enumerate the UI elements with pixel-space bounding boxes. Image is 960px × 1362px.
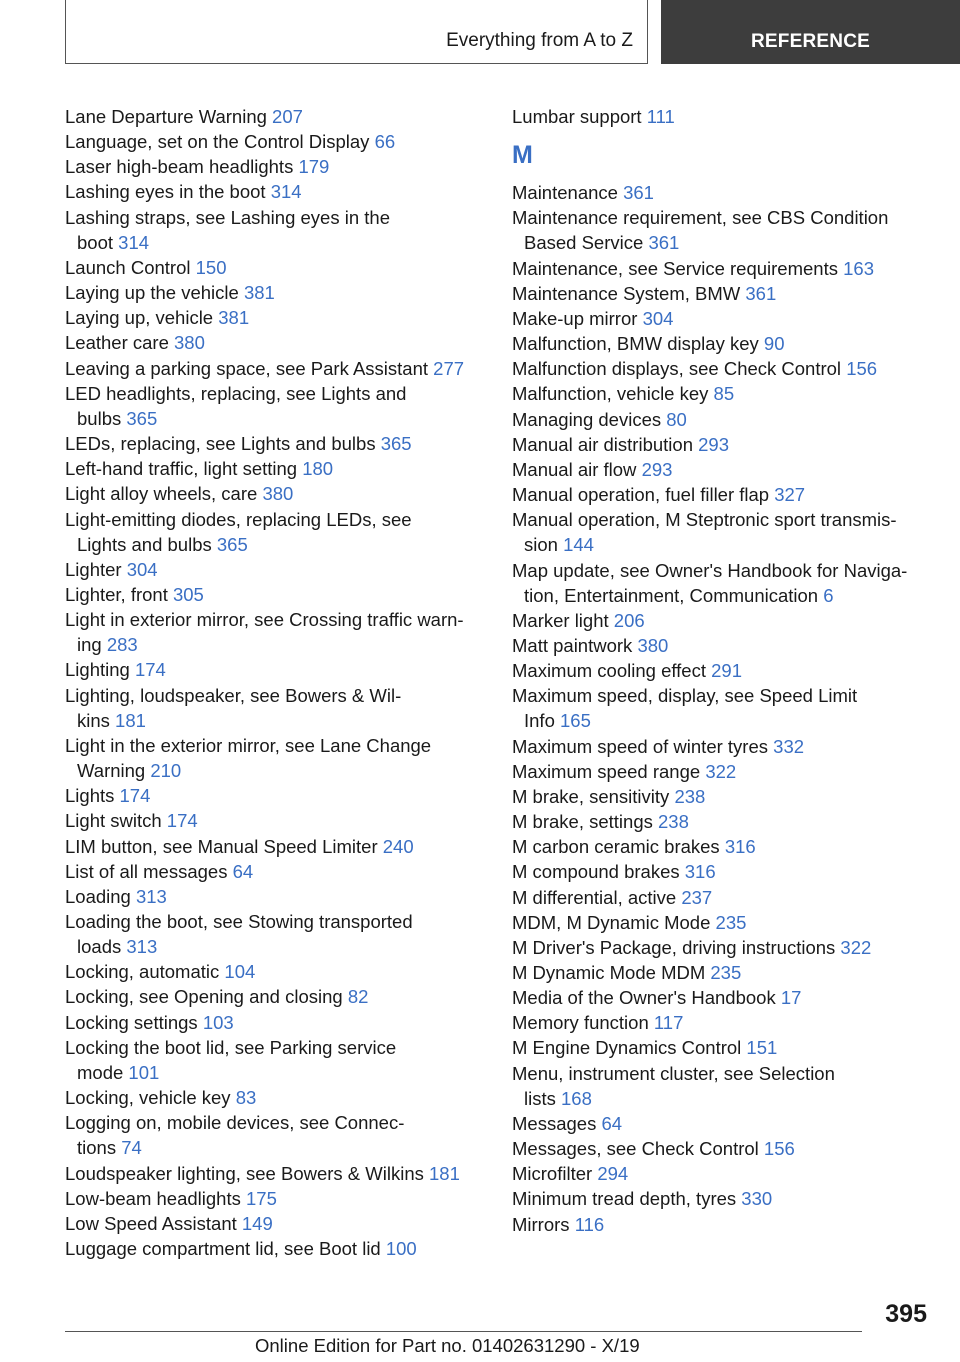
page-reference-link[interactable]: 238 [658, 811, 689, 833]
index-entry [65, 381, 490, 431]
page-reference-link[interactable]: 313 [135, 885, 167, 907]
page-reference-link[interactable]: 322 [840, 936, 872, 958]
index-entry [65, 984, 490, 1009]
page-reference-link[interactable]: 237 [681, 886, 713, 908]
index-entry-text: Light in exterior mirror, see Crossing traffic warn- [65, 609, 464, 631]
index-entry-text: Make-up mirror [512, 307, 643, 329]
index-entry [512, 633, 932, 658]
page-reference-link[interactable]: 283 [106, 634, 138, 656]
page-reference-link[interactable]: 104 [224, 961, 256, 983]
index-entry [512, 1136, 932, 1161]
page-reference-link[interactable]: 330 [741, 1188, 773, 1210]
index-entry [65, 104, 490, 129]
index-entry [512, 1035, 932, 1060]
index-entry-text: List of all messages [65, 860, 233, 882]
index-entry-text: Map update, see Owner's Handbook for Naviga- [512, 559, 908, 581]
page-reference-link[interactable]: 64 [232, 860, 254, 882]
index-entry-text: lists [524, 1087, 561, 1109]
index-entry [65, 356, 490, 381]
index-entry-text: Lighter [65, 558, 127, 580]
index-entry-text: Lighting, loudspeaker, see Bowers & Wil- [65, 684, 402, 706]
index-entry [65, 808, 490, 833]
index-entry-text: Maintenance [512, 182, 624, 204]
index-entry-text: Loudspeaker lighting, see Bowers & Wilkins [65, 1162, 430, 1184]
index-entry [65, 507, 490, 557]
index-entry-text: M Driver's Package, driving instructions [512, 936, 841, 958]
index-entry [65, 859, 490, 884]
index-entry [65, 255, 490, 280]
header-title: Everything from A to Z [446, 30, 633, 51]
index-column-left [65, 104, 490, 1261]
index-entry [65, 557, 490, 582]
index-entry [65, 1161, 490, 1186]
page-reference-link[interactable]: 277 [433, 357, 465, 379]
index-entry-text: Language, set on the Control Display [65, 131, 375, 153]
index-entry-text: M differential, active [512, 886, 682, 908]
page-reference-link[interactable]: 361 [623, 182, 654, 204]
index-entry-text: mode [77, 1061, 129, 1083]
index-entry [65, 657, 490, 682]
page-reference-link[interactable]: 380 [637, 634, 669, 656]
page-reference-link[interactable]: 6 [823, 584, 834, 606]
page-reference-link[interactable]: 381 [218, 307, 250, 329]
page-reference-link[interactable]: 293 [641, 458, 673, 480]
index-entry-text: Maintenance requirement, see CBS Condition [512, 207, 889, 229]
index-entry [65, 305, 490, 330]
index-entry [512, 331, 932, 356]
index-entry [512, 457, 932, 482]
index-entry [512, 809, 932, 834]
index-entry [65, 1186, 490, 1211]
index-entry-text: Malfunction displays, see Check Control [512, 358, 847, 380]
page-reference-link[interactable]: 179 [298, 156, 330, 178]
index-entry-text: Low Speed Assistant [65, 1212, 242, 1234]
index-entry [512, 658, 932, 683]
index-entry [65, 834, 490, 859]
index-entry-text: Leaving a parking space, see Park Assistant [65, 357, 434, 379]
index-entry-text: M brake, settings [512, 811, 659, 833]
index-entry-text: Logging on, mobile devices, see Connec- [65, 1112, 405, 1134]
index-entry-text: Manual operation, fuel filler flap [512, 484, 775, 506]
index-entry-text: Locking settings [65, 1011, 203, 1033]
index-entry [512, 482, 932, 507]
page-reference-link[interactable]: 365 [380, 433, 412, 455]
index-entry [512, 859, 932, 884]
page-reference-link[interactable]: 66 [374, 131, 396, 153]
index-entry [65, 683, 490, 733]
index-entry-text: M Engine Dynamics Control [512, 1037, 747, 1059]
index-entry-text: kins [77, 709, 116, 731]
index-entry-text: Maximum speed, display, see Speed Limit [512, 685, 858, 707]
page-number: 395 [885, 1300, 927, 1328]
page-reference-link[interactable]: 365 [216, 533, 248, 555]
page-reference-link[interactable]: 210 [150, 760, 182, 782]
index-entry [512, 507, 932, 557]
page-reference-link[interactable]: 175 [246, 1187, 277, 1209]
index-entry-text: tion, Entertainment, Communication [524, 584, 824, 606]
index-entry-text: Lumbar support [512, 106, 647, 127]
page-reference-link[interactable]: 80 [666, 408, 687, 430]
index-entry [512, 180, 932, 205]
page-reference-link[interactable]: 381 [243, 282, 275, 304]
index-entry-text: Maintenance System, BMW [512, 282, 746, 304]
index-entry-text: Memory function [512, 1012, 654, 1034]
index-entry [65, 205, 490, 255]
page-reference-link[interactable]: 238 [674, 785, 706, 807]
index-entry-text: Luggage compartment lid, see Boot lid [65, 1238, 386, 1260]
index-entry-text: Warning [77, 760, 151, 782]
index-entry [65, 959, 490, 984]
page-reference-link[interactable]: 181 [429, 1162, 460, 1184]
index-entry [512, 281, 932, 306]
page-reference-link[interactable]: 174 [119, 785, 151, 807]
index-entry-text: Malfunction, vehicle key [512, 383, 714, 405]
index-entry-text: M carbon ceramic brakes [512, 836, 725, 858]
index-entry [65, 607, 490, 657]
index-entry [65, 330, 490, 355]
page-reference-link[interactable]: 117 [653, 1012, 684, 1034]
index-entry-text: Manual air distribution [512, 433, 699, 455]
index-entry [65, 1085, 490, 1110]
index-entry [512, 1061, 932, 1111]
index-entry-text: Lights [65, 785, 120, 807]
index-entry [65, 179, 490, 204]
index-entry [65, 1211, 490, 1236]
index-entry [512, 608, 932, 633]
page-reference-link[interactable]: 304 [126, 558, 158, 580]
index-entry [512, 935, 932, 960]
index-entry [65, 481, 490, 506]
page-reference-link[interactable]: 150 [195, 256, 227, 278]
index-entry-text: Manual air flow [512, 458, 642, 480]
page-reference-link[interactable]: 64 [601, 1112, 623, 1134]
page-reference-link[interactable]: 180 [302, 458, 334, 480]
index-entry-text: tions [77, 1137, 122, 1159]
index-entry-text: Laying up, vehicle [65, 307, 219, 329]
index-entry-text: Maximum cooling effect [512, 660, 712, 682]
index-entry-text: Low-beam headlights [65, 1187, 246, 1209]
index-entry [512, 985, 932, 1010]
reference-tab-label: REFERENCE [751, 31, 870, 52]
index-entry-text: MDM, M Dynamic Mode [512, 911, 716, 933]
page-reference-link[interactable]: 165 [560, 710, 591, 732]
page-reference-link[interactable]: 181 [115, 709, 146, 731]
index-entry [65, 1010, 490, 1035]
index-column-right [512, 104, 932, 1237]
index-entry [65, 733, 490, 783]
index-entry-text: Maximum speed range [512, 760, 706, 782]
page-reference-link[interactable]: 293 [698, 433, 729, 455]
index-entry-text: sion [524, 534, 564, 556]
page-reference-link[interactable]: 305 [172, 583, 204, 605]
page-reference-link[interactable]: 240 [382, 835, 414, 857]
index-entry-text: Locking, automatic [65, 961, 225, 983]
index-entry-text: Maximum speed of winter tyres [512, 735, 774, 757]
index-entry [512, 1161, 932, 1186]
index-entry-text: Loading the boot, see Stowing transported [65, 911, 413, 932]
index-entry-text: Messages, see Check Control [512, 1138, 764, 1160]
page-reference-link[interactable]: 304 [642, 307, 674, 329]
index-entry-text: Lights and bulbs [77, 533, 217, 555]
index-entry-text: Lighter, front [65, 583, 173, 605]
page-reference-link[interactable]: 327 [774, 484, 806, 506]
page-reference-link[interactable]: 314 [118, 231, 150, 253]
index-entry-text: Light in the exterior mirror, see Lane Change [65, 734, 432, 756]
page-reference-link[interactable]: 380 [262, 483, 294, 505]
index-group-l-continued [512, 104, 932, 129]
page-reference-link[interactable]: 174 [134, 659, 166, 681]
page-reference-link[interactable]: 316 [724, 836, 756, 858]
page-reference-link[interactable]: 100 [385, 1238, 417, 1260]
index-entry-text: LED headlights, replacing, see Lights and [65, 382, 407, 404]
index-entry-text: bulbs [77, 407, 127, 429]
page-reference-link[interactable]: 291 [711, 660, 743, 682]
index-entry-text: Info [524, 710, 560, 732]
index-entry-text: Matt paintwork [512, 634, 638, 656]
index-entry-text: Loading [65, 885, 136, 907]
index-entry-text: Lighting [65, 659, 135, 681]
page-reference-link[interactable]: 103 [202, 1011, 234, 1033]
page-reference-link[interactable]: 316 [684, 861, 716, 883]
index-entry [512, 104, 932, 129]
index-entry [512, 1111, 932, 1136]
index-entry [512, 960, 932, 985]
index-entry [65, 783, 490, 808]
page-reference-link[interactable]: 17 [780, 987, 802, 1009]
index-entry-text: Messages [512, 1112, 602, 1134]
index-entry [512, 1010, 932, 1035]
index-entry [65, 280, 490, 305]
page-reference-link[interactable]: 116 [574, 1213, 605, 1235]
index-entry [512, 1186, 932, 1211]
index-entry-text: M brake, sensitivity [512, 785, 675, 807]
index-entry-text: M compound brakes [512, 861, 685, 883]
index-entry [512, 784, 932, 809]
index-entry [65, 1110, 490, 1160]
index-entry-text: Maintenance, see Service requirements [512, 257, 844, 279]
index-entry-text: Light-emitting diodes, replacing LEDs, see [65, 508, 412, 530]
footer-edition-text: Online Edition for Part no. 01402631290 - X/19 [255, 1335, 640, 1356]
page-reference-link[interactable]: 380 [174, 332, 205, 354]
index-entry [65, 582, 490, 607]
index-entry-text: Locking, vehicle key [65, 1087, 236, 1109]
page-reference-link[interactable]: 314 [270, 181, 302, 203]
page-reference-link[interactable]: 235 [715, 911, 747, 933]
index-entry-text: Light switch [65, 810, 167, 832]
index-entry-text: Microfilter [512, 1163, 598, 1185]
page-reference-link[interactable]: 174 [166, 810, 198, 832]
index-entry [512, 205, 932, 255]
page-reference-link[interactable]: 149 [241, 1212, 273, 1234]
index-entry-text: LEDs, replacing, see Lights and bulbs [65, 433, 381, 455]
index-entry [65, 456, 490, 481]
index-entry-text: Lashing eyes in the boot [65, 181, 271, 203]
index-entry [65, 1236, 490, 1261]
index-entry-text: Launch Control [65, 256, 196, 278]
index-entry-text: Minimum tread depth, tyres [512, 1188, 742, 1210]
index-entry-text: Mirrors [512, 1213, 575, 1235]
page-reference-link[interactable]: 322 [705, 760, 737, 782]
index-entry-text: Left-hand traffic, light setting [65, 458, 303, 480]
index-entry [512, 734, 932, 759]
index-entry [65, 154, 490, 179]
index-entry [512, 910, 932, 935]
index-entry [512, 683, 932, 733]
index-entry-text: Leather care [65, 332, 175, 354]
index-entry [65, 909, 490, 959]
index-entry-text: boot [77, 231, 119, 253]
index-entry-text: Malfunction, BMW display key [512, 333, 764, 355]
index-group-m [512, 180, 932, 1237]
page-reference-link[interactable]: 361 [648, 232, 680, 254]
page-reference-link[interactable]: 361 [745, 282, 777, 304]
index-entry [512, 1212, 932, 1237]
index-entry-text: Media of the Owner's Handbook [512, 987, 781, 1009]
page-reference-link[interactable]: 151 [746, 1037, 778, 1059]
page-reference-link[interactable]: 365 [126, 407, 158, 429]
page-reference-link[interactable]: 82 [347, 986, 369, 1008]
reference-tab[interactable] [661, 0, 960, 64]
page-reference-link[interactable]: 83 [235, 1087, 257, 1109]
index-entry [512, 256, 932, 281]
footer-divider [65, 1331, 862, 1332]
index-entry-text: Manual operation, M Steptronic sport transmis- [512, 509, 897, 531]
page-reference-link[interactable]: 156 [763, 1138, 795, 1160]
page-reference-link[interactable]: 163 [843, 257, 874, 279]
index-entry [512, 381, 932, 406]
page-reference-link[interactable]: 313 [126, 936, 158, 958]
page-reference-link[interactable]: 332 [773, 735, 805, 757]
index-entry-text: ing [77, 634, 107, 656]
header-title-box [65, 0, 648, 64]
index-entry [512, 306, 932, 331]
page-reference-link[interactable]: 144 [563, 534, 594, 556]
index-entry-text: M Dynamic Mode MDM [512, 962, 711, 983]
index-entry [512, 356, 932, 381]
index-entry-text: Lashing straps, see Lashing eyes in the [65, 206, 390, 228]
page-reference-link[interactable]: 111 [646, 106, 675, 127]
index-entry [65, 1035, 490, 1085]
index-entry [512, 407, 932, 432]
page-reference-link[interactable]: 206 [613, 609, 645, 631]
page-reference-link[interactable]: 168 [561, 1087, 592, 1109]
page-reference-link[interactable]: 294 [597, 1163, 629, 1185]
page-reference-link[interactable]: 207 [272, 106, 303, 127]
index-entry [65, 129, 490, 154]
index-entry-text: LIM button, see Manual Speed Limiter [65, 835, 383, 857]
page-reference-link[interactable]: 156 [846, 358, 878, 380]
page-reference-link[interactable]: 101 [128, 1061, 160, 1083]
index-entry [512, 759, 932, 784]
index-entry [512, 834, 932, 859]
page-reference-link[interactable]: 74 [121, 1137, 142, 1159]
page-reference-link[interactable]: 235 [710, 962, 742, 983]
index-entry [512, 558, 932, 608]
page-reference-link[interactable]: 90 [763, 333, 785, 355]
index-entry-text: Menu, instrument cluster, see Selection [512, 1062, 835, 1084]
index-entry [65, 431, 490, 456]
index-entry-text: Light alloy wheels, care [65, 483, 263, 505]
section-letter-m: M [512, 141, 533, 170]
index-entry [512, 885, 932, 910]
index-entry-text: Laser high-beam headlights [65, 156, 299, 178]
index-entry-text: loads [77, 936, 127, 958]
index-entry-text: Laying up the vehicle [65, 282, 244, 304]
index-entry-text: Lane Departure Warning [65, 106, 273, 127]
index-entry [512, 432, 932, 457]
index-entry-text: Based Service [524, 232, 649, 254]
index-entry-text: Locking the boot lid, see Parking service [65, 1036, 397, 1058]
index-entry-text: Marker light [512, 609, 614, 631]
page-reference-link[interactable]: 85 [713, 383, 735, 405]
index-entry-text: Locking, see Opening and closing [65, 986, 348, 1008]
index-entry-text: Managing devices [512, 408, 667, 430]
index-entry [65, 884, 490, 909]
